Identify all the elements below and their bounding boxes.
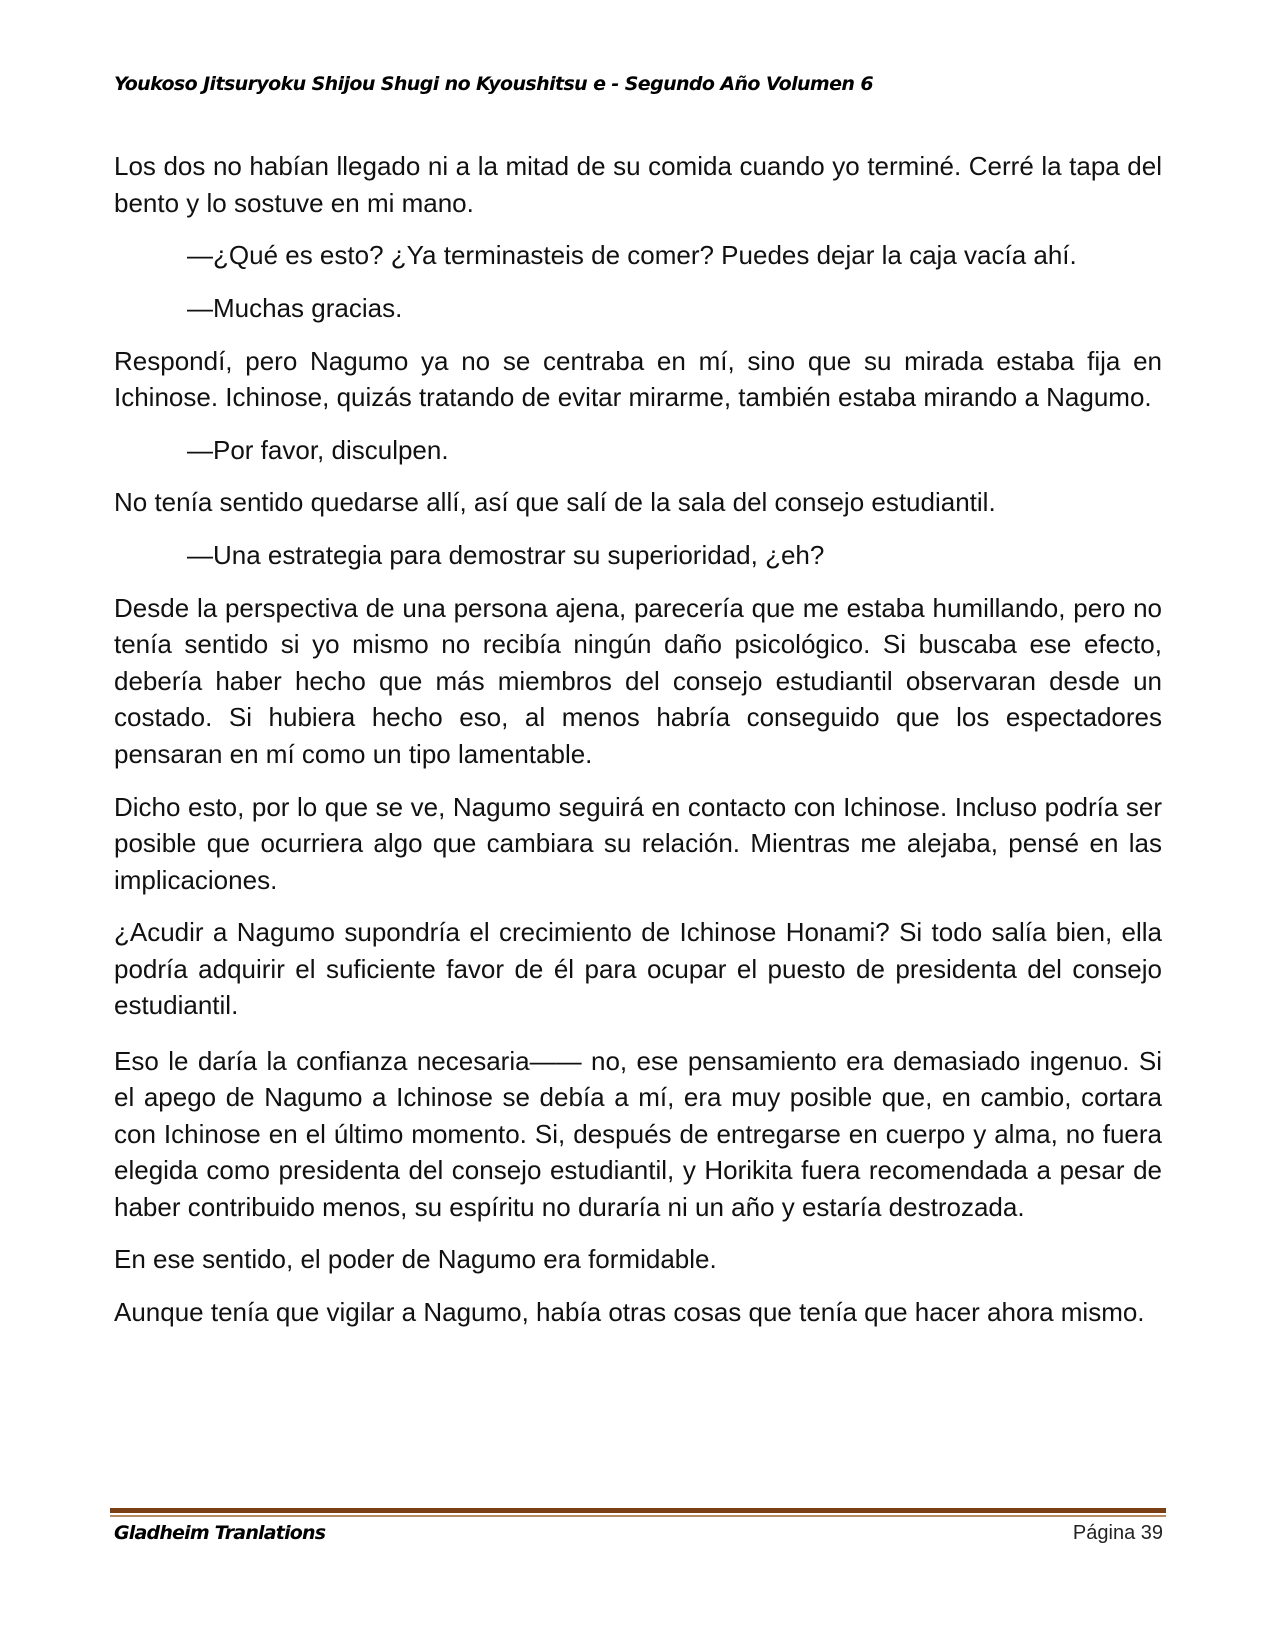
paragraph: Aunque tenía que vigilar a Nagumo, había otras cosas que tenía que hacer ahora mismo. bbox=[114, 1297, 1145, 1328]
paragraph: Los dos no habían llegado ni a la mitad de su comida cuando yo terminé. Cerré la tapa del bento y lo sostuve en mi mano. bbox=[114, 151, 1162, 218]
dialogue-paragraph: —Muchas gracias. bbox=[187, 292, 403, 323]
running-header: Youkoso Jitsuryoku Shijou Shugi no Kyoushitsu e - Segundo Año Volumen 6 bbox=[114, 73, 873, 95]
paragraph: No tenía sentido quedarse allí, así que salí de la sala del consejo estudiantil. bbox=[114, 487, 996, 518]
paragraph: Desde la perspectiva de una persona ajena, parecería que me estaba humillando, pero no tenía sentido si yo mismo no recibía ningún daño psicológico. Si buscaba ese efecto, debería haber hecho que más miembros del consejo estudiantil observaran desde un costado. Si hubiera hecho eso, al menos habría conseguido que los espectadores pensaran en mí como un tipo lamentable. bbox=[114, 592, 1162, 769]
footer-publisher: Gladheim Tranlations bbox=[114, 1522, 326, 1544]
footer-rule bbox=[110, 1508, 1166, 1513]
paragraph: Eso le daría la confianza necesaria—— no, ese pensamiento era demasiado ingenuo. Si el apego de Nagumo a Ichinose se debía a mí, era muy posible que, en cambio, cortara con Ichinose en el último momento. Si, después de entregarse en cuerpo y alma, no fuera elegida como presidenta del consejo estudiantil, y Horikita fuera recomendada a pesar de haber contribuido menos, su espíritu no duraría ni un año y estaría destrozada. bbox=[114, 1045, 1162, 1222]
dialogue-paragraph: —Una estrategia para demostrar su superioridad, ¿eh? bbox=[187, 540, 825, 571]
dialogue-paragraph: —¿Qué es esto? ¿Ya terminasteis de comer? Puedes dejar la caja vacía ahí. bbox=[187, 240, 1077, 271]
paragraph: ¿Acudir a Nagumo supondría el crecimiento de Ichinose Honami? Si todo salía bien, ella podría adquirir el suficiente favor de él para ocupar el puesto de presidenta del consejo estudiantil. bbox=[114, 917, 1162, 1021]
document-body bbox=[114, 148, 1162, 1347]
dialogue-paragraph: —Por favor, disculpen. bbox=[187, 434, 449, 465]
paragraph: En ese sentido, el poder de Nagumo era formidable. bbox=[114, 1244, 717, 1275]
paragraph: Dicho esto, por lo que se ve, Nagumo seguirá en contacto con Ichinose. Incluso podría ser posible que ocurriera algo que cambiara su relación. Mientras me alejaba, pensé en las implicaciones. bbox=[114, 791, 1162, 895]
paragraph: Respondí, pero Nagumo ya no se centraba en mí, sino que su mirada estaba fija en Ichinose. Ichinose, quizás tratando de evitar mirarme, también estaba mirando a Nagumo. bbox=[114, 345, 1162, 413]
footer-rule-thin bbox=[110, 1515, 1166, 1517]
page-number: Página 39 bbox=[1072, 1522, 1163, 1544]
